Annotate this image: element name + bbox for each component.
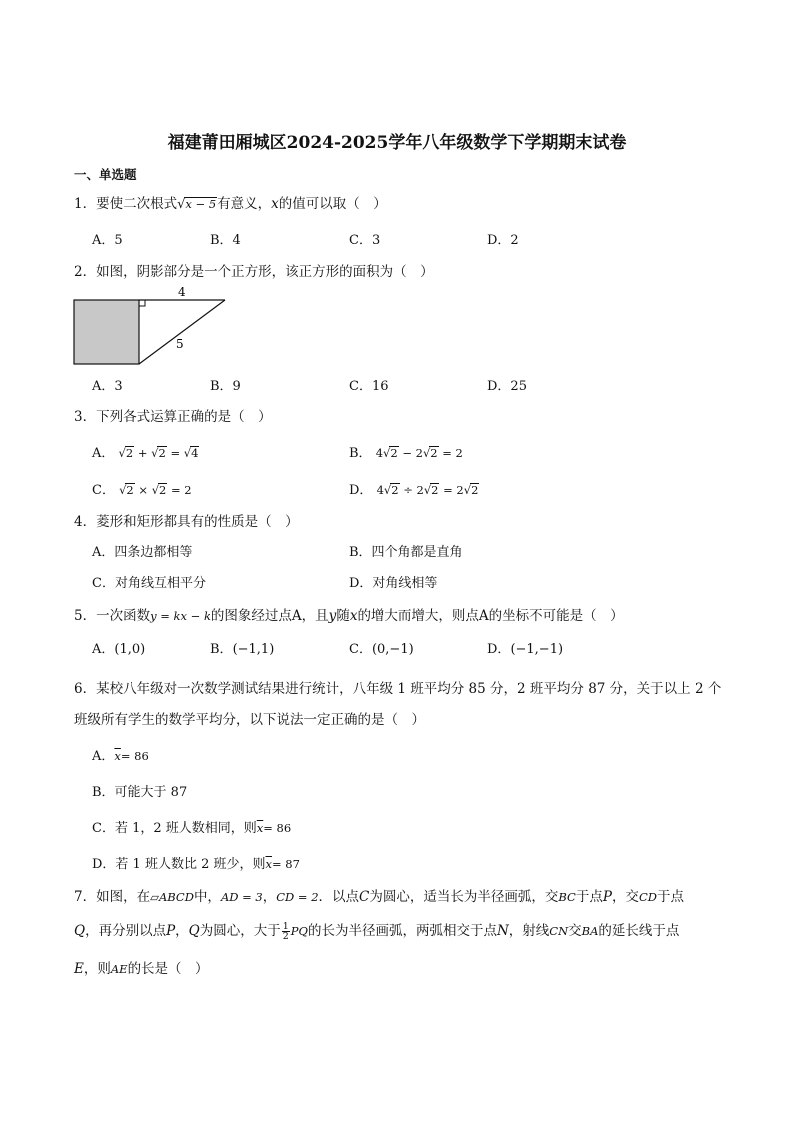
q7-sep: ， (262, 889, 277, 905)
q7-l2-d: ，射线 (508, 923, 550, 939)
q3-option-b: B． 4√2 − 2√2 = 2 (349, 446, 463, 461)
q1-text-mid: 有意义， (217, 196, 272, 212)
q7-l1-g: 于点 (656, 889, 684, 905)
question-6-line-1: 6．某校八年级对一次数学测试结果进行统计，八年级 1 班平均分 85 分，2 班平均分 87 分，关于以上 2 个 (74, 681, 722, 697)
q7-pq: PQ (290, 924, 308, 938)
q5-c-label: C． (349, 642, 372, 657)
q6-a-xbar: $\overline{x}$ (114, 749, 121, 763)
q7-bc: BC (558, 890, 576, 904)
q3-c-r2: 2 (159, 483, 167, 497)
label-5: 5 (176, 337, 184, 351)
q5-mid2: 随 (336, 608, 350, 624)
q7-l2-f: 的延长线于点 (598, 923, 680, 939)
right-angle-mark (139, 300, 145, 306)
q6-c-value: = 86 (263, 821, 292, 835)
q3-c-r1: 2 (126, 483, 134, 497)
q3-c-label: C． (92, 483, 115, 498)
q6-option-d (92, 853, 300, 872)
question-6-line-2: 班级所有学生的数学平均分，以下说法一定正确的是（ ） (74, 712, 425, 728)
q4-option-b: B．四个角都是直角 (349, 545, 463, 560)
q7-l3-a: ，则 (83, 961, 111, 977)
q4-option-d: D．对角线相等 (349, 576, 438, 591)
q3-b-op: − 2 (402, 446, 423, 460)
q3-option-c: C． √2 × √2 = 2 (92, 483, 192, 498)
q3-option-a: A． √2 + √2 = √4 (92, 446, 199, 461)
q7-l2-q: Q (74, 923, 86, 939)
q7-cd: CD = 2 (276, 890, 319, 904)
q7-ae: AE (110, 962, 128, 976)
q2-option-c: C．16 (349, 379, 389, 394)
q7-l1-f: ，交 (611, 889, 639, 905)
q7-ad: AD = 3 (220, 890, 263, 904)
q5-d-label: D． (487, 642, 511, 657)
question-3: 3．下列各式运算正确的是（ ） (74, 409, 272, 425)
q3-a-r3: 4 (191, 446, 199, 460)
q7-l1-e: 于点 (575, 889, 603, 905)
q5-a-label: A． (92, 642, 115, 657)
q3-b-c1: 4 (375, 446, 384, 460)
q7-l2-comma: ， (175, 923, 189, 939)
q5-b-label: B． (210, 642, 233, 657)
q3-c-result: = 2 (171, 483, 192, 497)
q1-option-a: A．5 (92, 233, 123, 248)
shaded-square (74, 300, 139, 364)
q7-l1-a: 7．如图，在 (74, 889, 151, 905)
q5-y: y (328, 608, 337, 624)
q6-d-value: = 87 (272, 857, 300, 871)
q5-pre: 5．一次函数 (74, 608, 151, 624)
q3-option-d: D． 4√2 ÷ 2√2 = 2√2 (349, 483, 479, 498)
q7-p: P (602, 889, 612, 905)
q6-d-text: D．若 1 班人数比 2 班少，则 (92, 857, 266, 872)
question-2: 2．如图，阴影部分是一个正方形，该正方形的面积为（ ） (74, 264, 434, 280)
q6-a-value: = 86 (120, 749, 149, 763)
question-7-line-2 (74, 919, 679, 942)
q5-c-value: (0,−1) (371, 642, 414, 657)
q7-cd2: CD (638, 890, 657, 904)
q6-c-xbar: $\overline{x}$ (256, 821, 264, 835)
q7-l1-d: 为圆心，适当长为半径画弧，交 (369, 889, 559, 905)
q1-var: x (271, 196, 279, 212)
q7-l1-b: 中， (193, 889, 221, 905)
q3-a-eq: = (170, 446, 181, 460)
q7-fraction (282, 922, 290, 942)
q3-a-r1: 2 (125, 446, 134, 460)
q1-option-d: D．2 (487, 233, 519, 248)
q7-l2-a: ，再分别以点 (85, 923, 167, 939)
sqrt-symbol: √ (177, 197, 186, 212)
q2-option-b: B．9 (210, 379, 241, 394)
q5-x: x (349, 608, 358, 624)
q1-radicand: x − 5 (185, 197, 217, 211)
q5-post: 的增大而增大，则点A的坐标不可能是（ ） (357, 608, 624, 624)
q5-option-a (92, 638, 145, 657)
q5-mid1: 的图象经过点A，且 (210, 608, 329, 624)
q7-l2-b: 为圆心，大于 (199, 923, 281, 939)
hypotenuse (139, 300, 225, 364)
q3-d-label: D． (349, 483, 373, 498)
q6-d-xbar: $\overline{x}$ (265, 857, 272, 871)
q3-a-r2: 2 (158, 446, 166, 460)
q7-c: C (359, 889, 370, 905)
q5-option-d (487, 638, 563, 657)
q5-option-c (349, 638, 414, 657)
q7-e: E (74, 961, 84, 977)
q6-option-b: B．可能大于 87 (92, 785, 188, 800)
q7-parallelogram: ▱ABCD (150, 890, 194, 904)
q3-d-c1: 4 (376, 483, 384, 497)
q4-option-a: A．四条边都相等 (92, 545, 193, 560)
q7-l2-e: 交 (568, 923, 582, 939)
q6-option-c (92, 817, 291, 836)
q3-a-op: + (137, 446, 148, 460)
q1-option-c: C．3 (349, 233, 381, 248)
q2-figure (70, 282, 235, 368)
q6-option-a (92, 745, 149, 764)
section-heading: 一、单选题 (74, 167, 137, 182)
q6-c-text: C．若 1，2 班人数相同，则 (92, 821, 257, 836)
q3-d-r3: 2 (471, 483, 479, 497)
q3-b-r2: 2 (430, 446, 438, 460)
q5-func: y = kx − k (150, 609, 211, 623)
q5-a-value: (1,0) (114, 642, 146, 657)
q7-l2-p: P (166, 923, 176, 939)
q1-option-b: B．4 (210, 233, 241, 248)
q2-option-d: D．25 (487, 379, 527, 394)
q5-d-value: (−1,−1) (510, 642, 564, 657)
q7-n: N (496, 923, 509, 939)
question-7-line-3 (74, 957, 209, 977)
q3-d-r1: 2 (391, 483, 399, 497)
q3-d-op: ÷ 2 (403, 483, 424, 497)
q3-a-label: A． (92, 446, 115, 461)
q3-d-eq: = 2 (443, 483, 464, 497)
question-5 (74, 604, 624, 624)
q2-option-a: A．3 (92, 379, 123, 394)
question-1 (74, 192, 387, 212)
q6-a-label: A． (92, 749, 115, 764)
q5-b-value: (−1,1) (232, 642, 275, 657)
page-title: 福建莆田厢城区2024-2025学年八年级数学下学期期末试卷 (167, 133, 627, 153)
q7-l3-b: 的长是（ ） (127, 961, 209, 977)
q7-frac-num: 1 (282, 920, 289, 932)
q7-l1-c: ．以点 (318, 889, 360, 905)
q1-text-post: 的值可以取（ ） (278, 196, 387, 212)
q4-option-c: C．对角线互相平分 (92, 576, 206, 591)
q3-b-label: B． (349, 446, 372, 461)
q3-d-r2: 2 (431, 483, 439, 497)
q3-b-r1: 2 (390, 446, 398, 460)
q7-frac-den: 2 (282, 931, 289, 942)
q7-cn: CN (549, 924, 569, 938)
question-4: 4．菱形和矩形都具有的性质是（ ） (74, 514, 299, 530)
label-4: 4 (178, 285, 186, 299)
q7-ba: BA (581, 924, 599, 938)
q7-l2-c: 的长为半径画弧，两弧相交于点 (307, 923, 497, 939)
q1-text-pre: 1．要使二次根式 (74, 196, 178, 212)
q3-b-result: = 2 (442, 446, 463, 460)
q7-l2-q2: Q (188, 923, 200, 939)
q3-c-op: × (138, 483, 149, 497)
question-7-line-1 (74, 885, 684, 905)
q5-option-b (210, 638, 274, 657)
